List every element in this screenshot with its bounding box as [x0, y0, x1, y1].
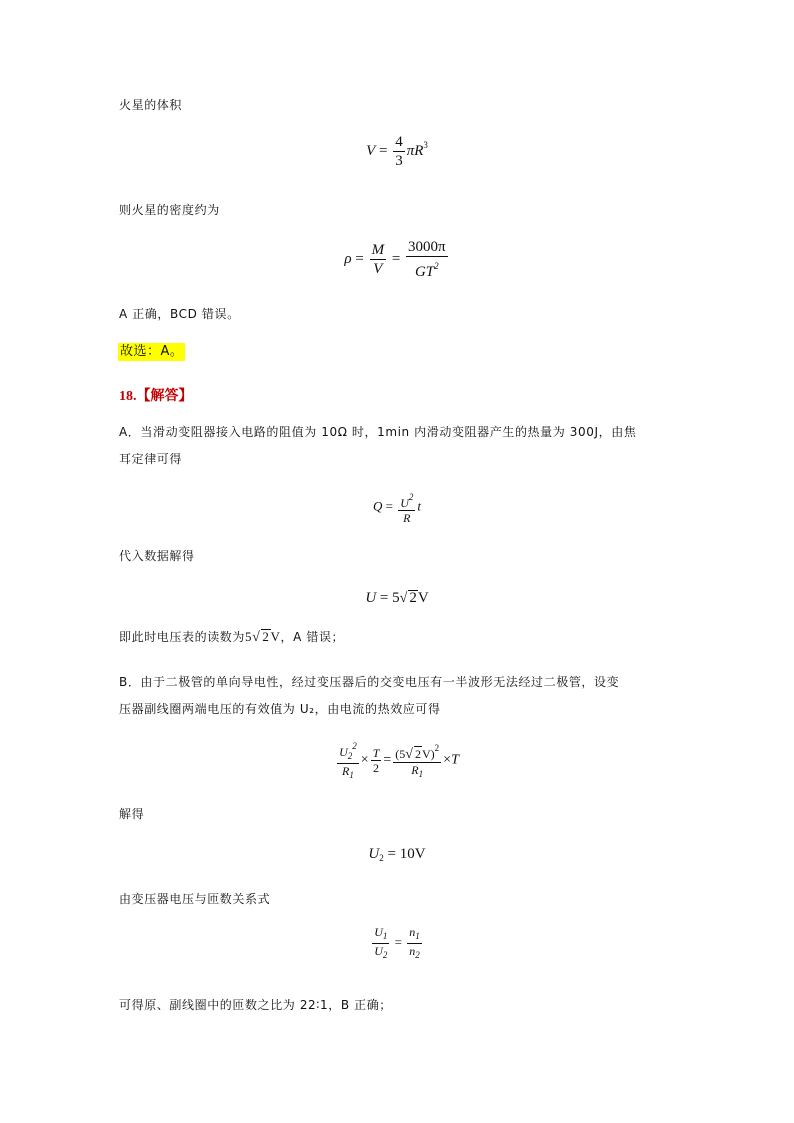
text-density-intro: 则火星的密度约为: [119, 203, 220, 217]
text-solve: 解得: [119, 807, 145, 821]
text-voltmeter-reading: 即此时电压表的读数为5√ 2V，A 错误；: [119, 629, 345, 645]
equation-turns-ratio: $\frac{U_1}{U_2}$ = $\frac{n_1}{n_2}$: [374, 925, 420, 960]
equation-volume: V = $\frac{4}{3}$ $\pi R^3$: [366, 134, 428, 169]
text-option-b: B．由于二极管的单向导电性，经过变压器后的交变电压有一半波形无法经过二极管，设变: [119, 675, 620, 689]
answer-highlight: 故选：A。: [120, 344, 184, 359]
equation-heat-effect: $\frac{U_2^2}{R_1}$ × $\frac{T}{2}$ = $\frac{(5√ 2V)^2}{R_1}$ ×T: [339, 741, 459, 780]
text-mars-volume: 火星的体积: [119, 98, 183, 112]
text-joule-law: 耳定律可得: [119, 452, 183, 466]
equation-u2: $U_2 = 10V$: [368, 846, 426, 863]
equation-joule: Q = $\frac{U^2}{R}$ t: [372, 492, 422, 525]
question-18-heading: 18.【解答】: [119, 389, 193, 404]
text-turns-relation: 由变压器电压与匝数关系式: [119, 892, 271, 906]
text-secondary-voltage: 压器副线圈两端电压的有效值为 U₂，由电流的热效应可得: [119, 702, 441, 716]
text-a-correct: A 正确，BCD 错误。: [119, 307, 240, 321]
equation-density: ρ = $\frac{M}{V}$ = $\frac{3000\pi}{GT^2}$: [344, 239, 446, 280]
text-option-a: A．当滑动变阻器接入电路的阻值为 10Ω 时，1min 内滑动变阻器产生的热量为 300J，由焦: [119, 425, 637, 439]
equation-voltage: U = 5√ 2V: [365, 590, 429, 606]
text-turns-ratio-result: 可得原、副线圈中的匝数之比为 22∶1，B 正确；: [119, 998, 392, 1012]
text-substitute: 代入数据解得: [119, 549, 195, 563]
